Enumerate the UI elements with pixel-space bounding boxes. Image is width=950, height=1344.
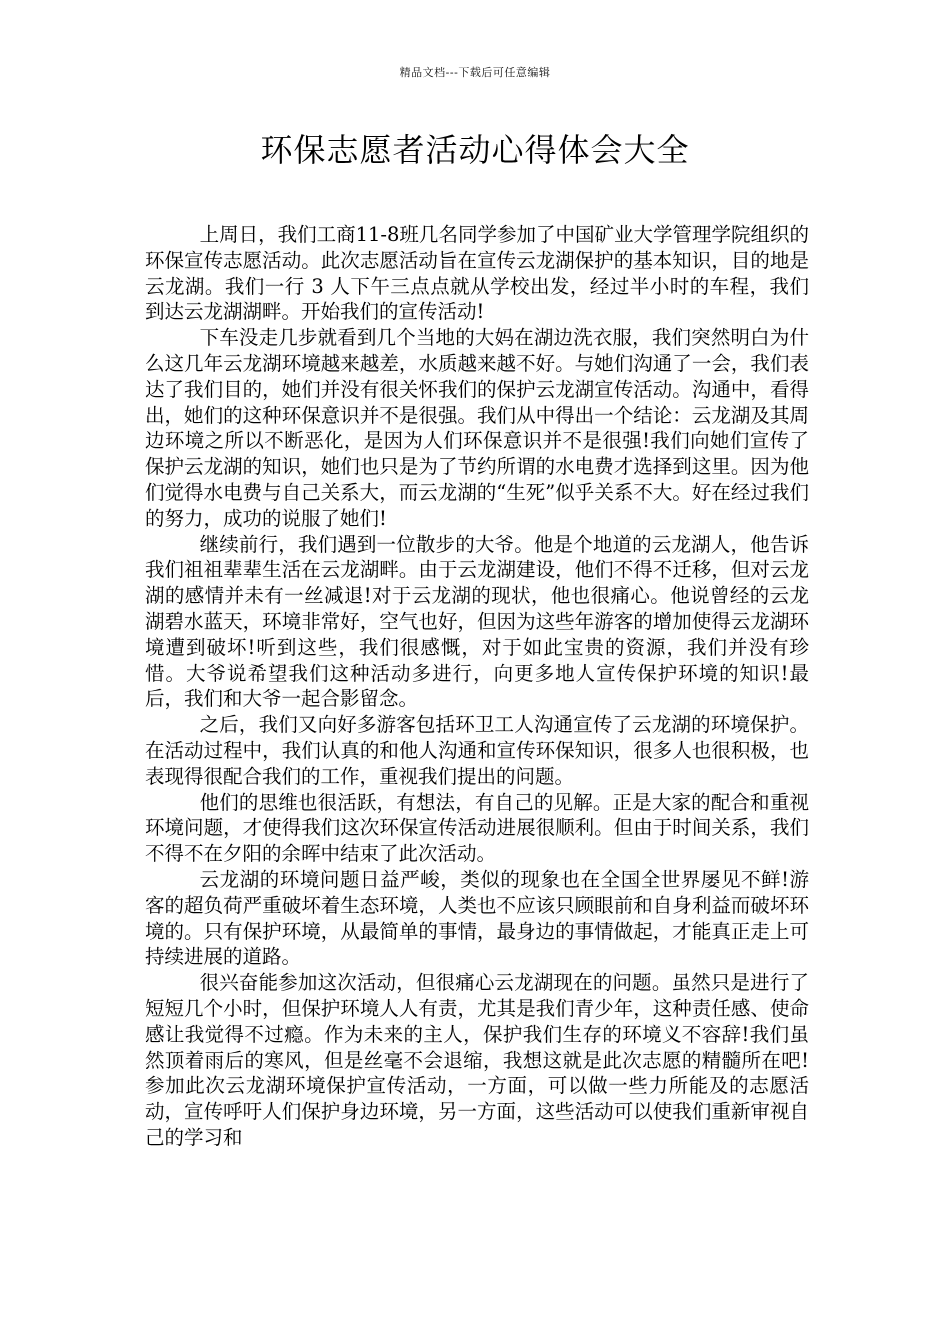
body-paragraph: 继续前行，我们遇到一位散步的大爷。他是个地道的云龙湖人，他告诉我们祖祖辈辈生活在云龙湖畔。由于云龙湖建设，他们不得不迁移，但对云龙湖的感情并未有一丝减退!对于云龙湖的现状，他也很痛心。他说曾经的云龙湖碧水蓝天，环境非常好，空气也好，但因为这些年游客的增加使得云龙湖环境遭到破坏!听到这些，我们很感慨，对于如此宝贵的资源，我们并没有珍惜。大爷说希望我们这种活动多进行，向更多地人宣传保护环境的知识!最后，我们和大爷一起合影留念。 <box>145 532 809 711</box>
body-paragraph: 他们的思维也很活跃，有想法，有自己的见解。正是大家的配合和重视环境问题，才使得我们这次环保宣传活动进展很顺利。但由于时间关系，我们不得不在夕阳的余晖中结束了此次活动。 <box>145 790 809 866</box>
page-header: 精品文档---下载后可任意编辑 <box>399 66 551 79</box>
body-paragraph: 之后，我们又向好多游客包括环卫工人沟通宣传了云龙湖的环境保护。在活动过程中，我们认真的和他人沟通和宣传环保知识，很多人也很积极，也表现得很配合我们的工作，重视我们提出的问题。 <box>145 713 809 788</box>
body-paragraph: 云龙湖的环境问题日益严峻，类似的现象也在全国全世界屡见不鲜!游客的超负荷严重破坏着生态环境，人类也不应该只顾眼前和自身利益而破坏环境的。只有保护环境，从最简单的事情，最身边的事情做起，才能真正走上可持续进展的道路。 <box>145 867 809 969</box>
body-paragraph: 下车没走几步就看到几个当地的大妈在湖边洗衣服，我们突然明白为什么这几年云龙湖环境越来越差，水质越来越不好。与她们沟通了一会，我们表达了我们目的，她们并没有很关怀我们的保护云龙湖宣传活动。沟通中，看得出，她们的这种环保意识并不是很强。我们从中得出一个结论：云龙湖及其周边环境之所以不断恶化，是因为人们环保意识并不是很强!我们向她们宣传了保护云龙湖的知识，她们也只是为了节约所谓的水电费才选择到这里。因为他们觉得水电费与自己关系大，而云龙湖的“生死”似乎关系不大。好在经过我们的努力，成功的说服了她们! <box>145 326 809 530</box>
document-body <box>145 222 809 1151</box>
document-title: 环保志愿者活动心得体会大全 <box>260 131 690 169</box>
body-paragraph: 上周日，我们工商11-8班几名同学参加了中国矿业大学管理学院组织的环保宣传志愿活动。此次志愿活动旨在宣传云龙湖保护的基本知识，目的地是云龙湖。我们一行 3 人下午三点点就从学校出发，经过半小时的车程，我们到达云龙湖湖畔。开始我们的宣传活动! <box>145 223 809 324</box>
body-paragraph: 很兴奋能参加这次活动，但很痛心云龙湖现在的问题。虽然只是进行了短短几个小时，但保护环境人人有责，尤其是我们青少年，这种责任感、使命感让我觉得不过瘾。作为未来的主人，保护我们生存的环境义不容辞!我们虽然顶着雨后的寒风，但是丝毫不会退缩，我想这就是此次志愿的精髓所在吧!参加此次云龙湖环境保护宣传活动，一方面，可以做一些力所能及的志愿活动，宣传呼吁人们保护身边环境，另一方面，这些活动可以使我们重新审视自己的学习和 <box>145 971 809 1149</box>
